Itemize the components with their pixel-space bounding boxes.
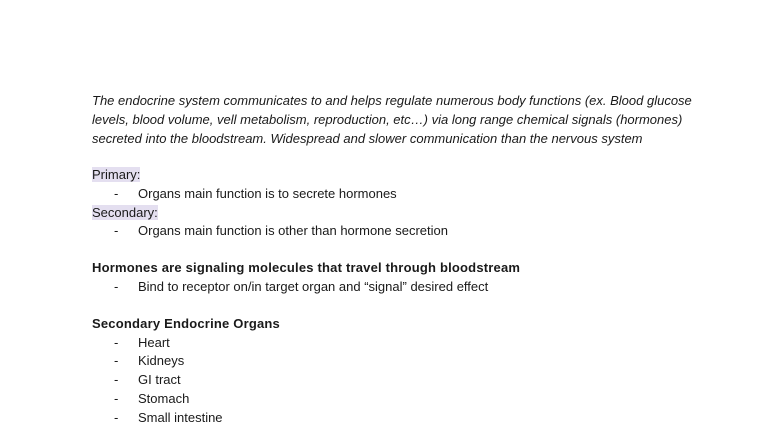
list-item [92,390,712,409]
secondary-organs-heading: Secondary Endocrine Organs [92,315,280,331]
primary-bullet-text: Organs main function is to secrete hormones [138,185,397,201]
bullet-dash: - [114,278,119,294]
bullet-dash: - [114,223,119,239]
spacer [92,241,712,259]
list-item [92,409,712,428]
primary-bullet [92,185,712,204]
hormones-bullet-text: Bind to receptor on/in target organ and “signal” desired effect [138,278,489,294]
organ-item-text: Kidneys [138,353,185,369]
organ-item-text: Stomach [138,390,190,406]
bullet-dash: - [114,390,119,406]
intro-paragraph: The endocrine system communicates to and helps regulate numerous body functions (ex. Blood glucose levels, blood volume, vell metabolism, reproduction, etc…) via long range chemical signals (hormones) secreted into the bloodstream. Widespread and slower communication than the nervous system [92,93,692,146]
document-body [92,91,712,428]
hormones-heading: Hormones are signaling molecules that travel through bloodstream [92,260,521,276]
secondary-bullet-text: Organs main function is other than hormone secretion [138,223,449,239]
primary-label-line [92,166,712,185]
bullet-dash: - [114,334,119,350]
spacer [92,148,712,166]
list-item [92,371,712,390]
bullet-dash: - [114,185,119,201]
hormones-bullet [92,278,712,297]
bullet-dash: - [114,409,119,425]
list-item [92,352,712,371]
organ-item-text: GI tract [138,372,181,388]
bullet-dash: - [114,353,119,369]
organ-item-text: Heart [138,334,170,350]
bullet-dash: - [114,372,119,388]
primary-label: Primary: [92,167,141,182]
list-item [92,334,712,353]
secondary-bullet [92,222,712,241]
spacer [92,297,712,315]
secondary-label-line [92,204,712,223]
secondary-label: Secondary: [92,204,158,220]
organ-item-text: Small intestine [138,409,223,425]
